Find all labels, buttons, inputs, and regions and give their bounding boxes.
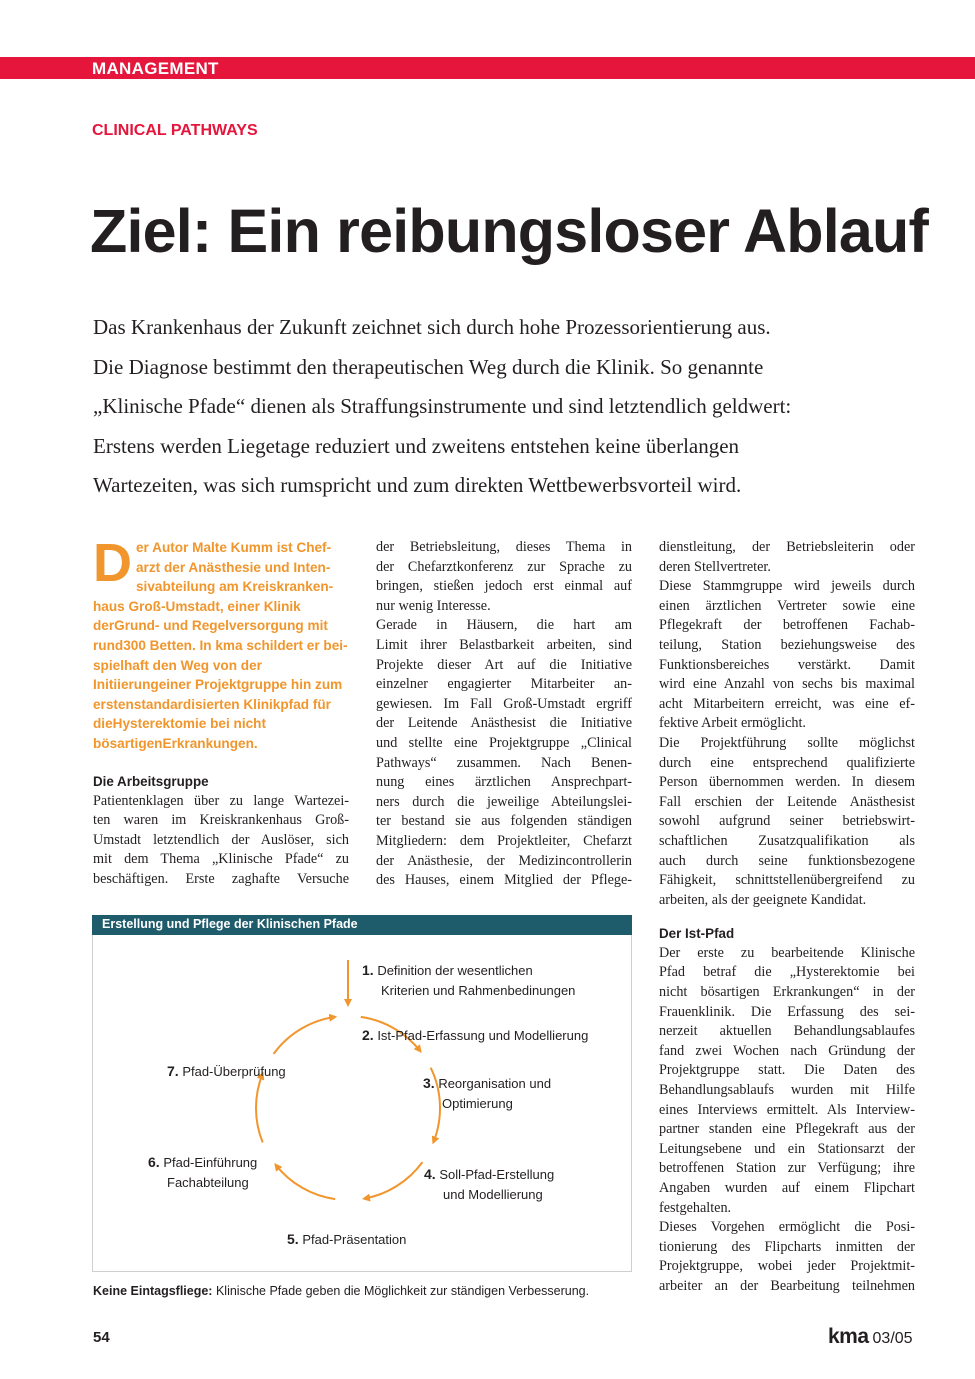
text-line: arbeiten, als der geeignete Kandidat. — [659, 891, 867, 908]
text-line: Patientenklagen über zu lange Wartezei- — [93, 792, 349, 809]
text-line: standardisierten Klinikpfad für die — [93, 696, 331, 732]
text-line: Limit ihrer Belastbarkeit arbeiten, sind — [376, 636, 632, 653]
text-line: sowohl aufgrund seiner betriebswirt- — [659, 813, 915, 830]
text-line: beschäftigen. Erste zaghafte Versuche — [93, 870, 349, 887]
text-line: Erkrankungen. — [162, 735, 258, 751]
text-line: teilung, Station beziehungsweise des — [659, 636, 915, 653]
text-line: nerzeit aktuellen Behandlungsablaufes — [659, 1023, 915, 1040]
text-line: Pathways“ zusammen. Nach Benen- — [376, 754, 632, 771]
text-line: acht Mitarbeitern erreicht, was eine ef- — [659, 695, 915, 712]
text-line: gewiesen. Im Fall Groß-Umstadt ergriff — [376, 695, 632, 712]
cycle-arrow — [364, 1162, 422, 1199]
section-label: MANAGEMENT — [92, 59, 219, 78]
lead-line: Erstens werden Liegetage reduziert und zweitens entstehen keine überlangen — [93, 433, 740, 458]
text-line: betroffenen Station zur Verfügung; ihre — [659, 1160, 915, 1177]
text-line: des Hauses, einem Mitglied der Pflege- — [376, 872, 632, 889]
text-line: Projektgruppe statt. Die Daten des — [659, 1062, 915, 1079]
lead-paragraph — [93, 308, 913, 506]
text-line: fektive Arbeit ermöglicht. — [659, 715, 806, 732]
text-line: Pflegekraft der betroffenen Fachab- — [659, 617, 915, 634]
issue-number: 03/05 — [872, 1330, 913, 1347]
page-title: Ziel: Ein reibungsloser Ablauf — [90, 197, 929, 265]
lead-line: Das Krankenhaus der Zukunft zeichnet sich durch hohe Prozessorientierung aus. — [93, 315, 771, 339]
text-line: Gerade in Häusern, die hart am — [376, 617, 632, 634]
text-line: Funktionsbereiches verstärkt. Damit — [659, 656, 915, 673]
text-line: dienstleitung, der Betriebsleiterin oder — [659, 539, 915, 555]
text-line: der Leitende Anästhesist die Initiative — [376, 715, 632, 732]
text-line: nung eines ärztlichen Ansprechpart- — [376, 774, 632, 791]
column-3 — [659, 538, 915, 1297]
cycle-arrow — [276, 1165, 336, 1200]
text-line: Grund- und Regelversorgung mit rund — [93, 618, 328, 653]
step-5: 5. Pfad-Präsentation — [287, 1231, 407, 1247]
text-line: einer Projektgruppe hin zum ersten — [93, 677, 343, 712]
text-line: deren Stellvertreter. — [659, 558, 771, 575]
text-line: Mitgliedern: dem Projektleiter, Chefarzt — [376, 832, 632, 849]
text-line: der Betriebsleitung, dieses Thema in — [376, 539, 632, 555]
text-line: Projektgruppe, wobei jeder Projektmit- — [659, 1258, 915, 1275]
dropcap: D — [93, 533, 132, 593]
text-line: der Chefarztkonferenz zur Sprache zu — [376, 558, 632, 575]
text-line: Projekte dieser Art auf die Initiative — [376, 656, 632, 673]
text-line: Person übernommen werden. In diesem — [659, 774, 915, 791]
text-line: auch durch seine funktionsbezogene — [659, 852, 915, 869]
text-line: Frauenklinik. Die Erfassung des sei- — [659, 1003, 915, 1020]
text-line: festgehalten. — [659, 1199, 732, 1216]
text-line: nur wenig Interesse. — [376, 597, 491, 614]
issue-label — [828, 1325, 913, 1349]
text-line: ten waren im Kreiskrankenhaus Groß- — [93, 812, 349, 829]
text-line: arbeiter an der Bearbeitung teilnehmen — [659, 1277, 915, 1294]
lead-line: Die Diagnose bestimmt den therapeutischen Weg durch die Klinik. So genannte — [93, 354, 764, 379]
text-line: Fall erschien der Leitende Anästhesist — [659, 793, 915, 810]
text-line: eines Interviews ermittelt. Als Interview- — [659, 1101, 915, 1118]
text-line: haus Groß-Umstadt, einer Klinik der — [93, 598, 301, 634]
text-line: Pfad betraf die „Hysterektomie bei — [659, 964, 915, 981]
column-2 — [376, 538, 632, 891]
text-line: Dieses Vorgehen ermöglicht die Posi- — [659, 1219, 915, 1236]
text-line: Leitungsebene und ein Stationsarzt der — [659, 1140, 915, 1157]
text-line: schaftlichen Zusatzqualifikation als — [659, 832, 915, 849]
column-3-text — [659, 538, 915, 910]
step-1: 1. Definition der wesentlichen Kriterien und Rahmenbedinungen — [362, 962, 576, 998]
lead-line: „Klinische Pfade“ dienen als Straffungsinstrumente und sind letztendlich geldwert: — [93, 394, 792, 418]
text-line: ners durch die jeweilige Abteilungslei- — [376, 793, 632, 810]
text-line: bringen, stießen jedoch erst einmal auf — [376, 578, 632, 595]
text-line: Angaben wurden auf einem Flipchart — [659, 1180, 915, 1196]
column-2-text — [376, 538, 632, 891]
text-line: mit dem Thema „Klinische Pfade“ zu — [93, 851, 349, 868]
step-7: 7. Pfad-Überprüfung — [167, 1063, 286, 1079]
text-line: sivabteilung am Kreiskranken- — [136, 579, 334, 595]
step-2: 2. Ist-Pfad-Erfassung und Modellierung — [362, 1027, 589, 1043]
text-line: 300 Betten. In kma schildert er bei- — [123, 637, 348, 653]
cycle-arrow — [256, 1074, 263, 1143]
subheading-ist-pfad: Der Ist-Pfad — [659, 926, 735, 942]
text-line: partner standen eine Pflegekraft aus der — [659, 1121, 915, 1138]
text-line: Hysterektomie bei nicht bösartigen — [93, 716, 266, 751]
subheading-arbeitsgruppe: Die Arbeitsgruppe — [93, 774, 209, 789]
text-line: tionierung des Flipcharts inmitten der — [659, 1238, 915, 1255]
step-6: 6. Pfad-Einführung Fachabteilung — [148, 1154, 258, 1190]
text-line: Diese Stammgruppe wird jeweils durch — [659, 578, 915, 595]
page-number: 54 — [93, 1329, 110, 1346]
column-3-text-continued — [659, 944, 915, 1297]
text-line: er Autor Malte Kumm ist Chef- — [136, 540, 332, 555]
brand-logo: kma — [828, 1325, 869, 1348]
text-line: nicht bösartigen Erkrankungen“ in der — [659, 984, 915, 1001]
lead-line: Wartezeiten, was sich rumspricht und zum direkten Wettbewerbsvorteil wird. — [93, 473, 742, 497]
column-1-text — [93, 792, 349, 890]
text-line: ter bestand sie aus folgenden ständigen — [376, 813, 632, 830]
step-4: 4. Soll-Pfad-Erstellung und Modellierung — [424, 1166, 555, 1202]
text-line: und stellte eine Projektgruppe „Clinical — [376, 734, 632, 751]
text-line: fand zwei Wochen nach Gründung der — [659, 1042, 915, 1059]
author-intro — [93, 533, 349, 754]
figure-title: Erstellung und Pflege der Klinischen Pfade — [102, 917, 358, 931]
step-3: 3. Reorganisation und Optimierung — [423, 1075, 552, 1111]
text-line: Fähigkeit, schnittstellenübergreifend zu — [659, 872, 915, 889]
text-line: durch eine entsprechend qualifizierte — [659, 754, 915, 771]
column-1 — [93, 772, 349, 890]
text-line: arzt der Anästhesie und Inten- — [136, 559, 331, 575]
text-line: einzelner engagierter Mitarbeiter an- — [376, 676, 632, 693]
text-line: spielhaft den Weg von der Initiierung — [93, 657, 262, 693]
text-line: Die Projektführung sollte möglichst — [659, 734, 915, 751]
figure-caption: Keine Eintagsfliege: Klinische Pfade geben die Möglichkeit zur ständigen Verbesserung. — [93, 1284, 590, 1298]
text-line: Umstadt letztendlich der Auslöser, sich — [93, 831, 349, 848]
text-line: Der erste zu bearbeitende Klinische — [659, 944, 915, 961]
cycle-arrow — [274, 1017, 336, 1054]
text-line: einen ärztlichen Vertreter sowie eine — [659, 597, 915, 614]
subsection-label: CLINICAL PATHWAYS — [92, 122, 258, 139]
text-line: der Anästhesie, der Medizincontrollerin — [376, 852, 632, 869]
text-line: wird eine Anzahl von sechs bis maximal — [659, 676, 915, 693]
text-line: Behandlungsablaufs wurden mit Hilfe — [659, 1082, 915, 1099]
